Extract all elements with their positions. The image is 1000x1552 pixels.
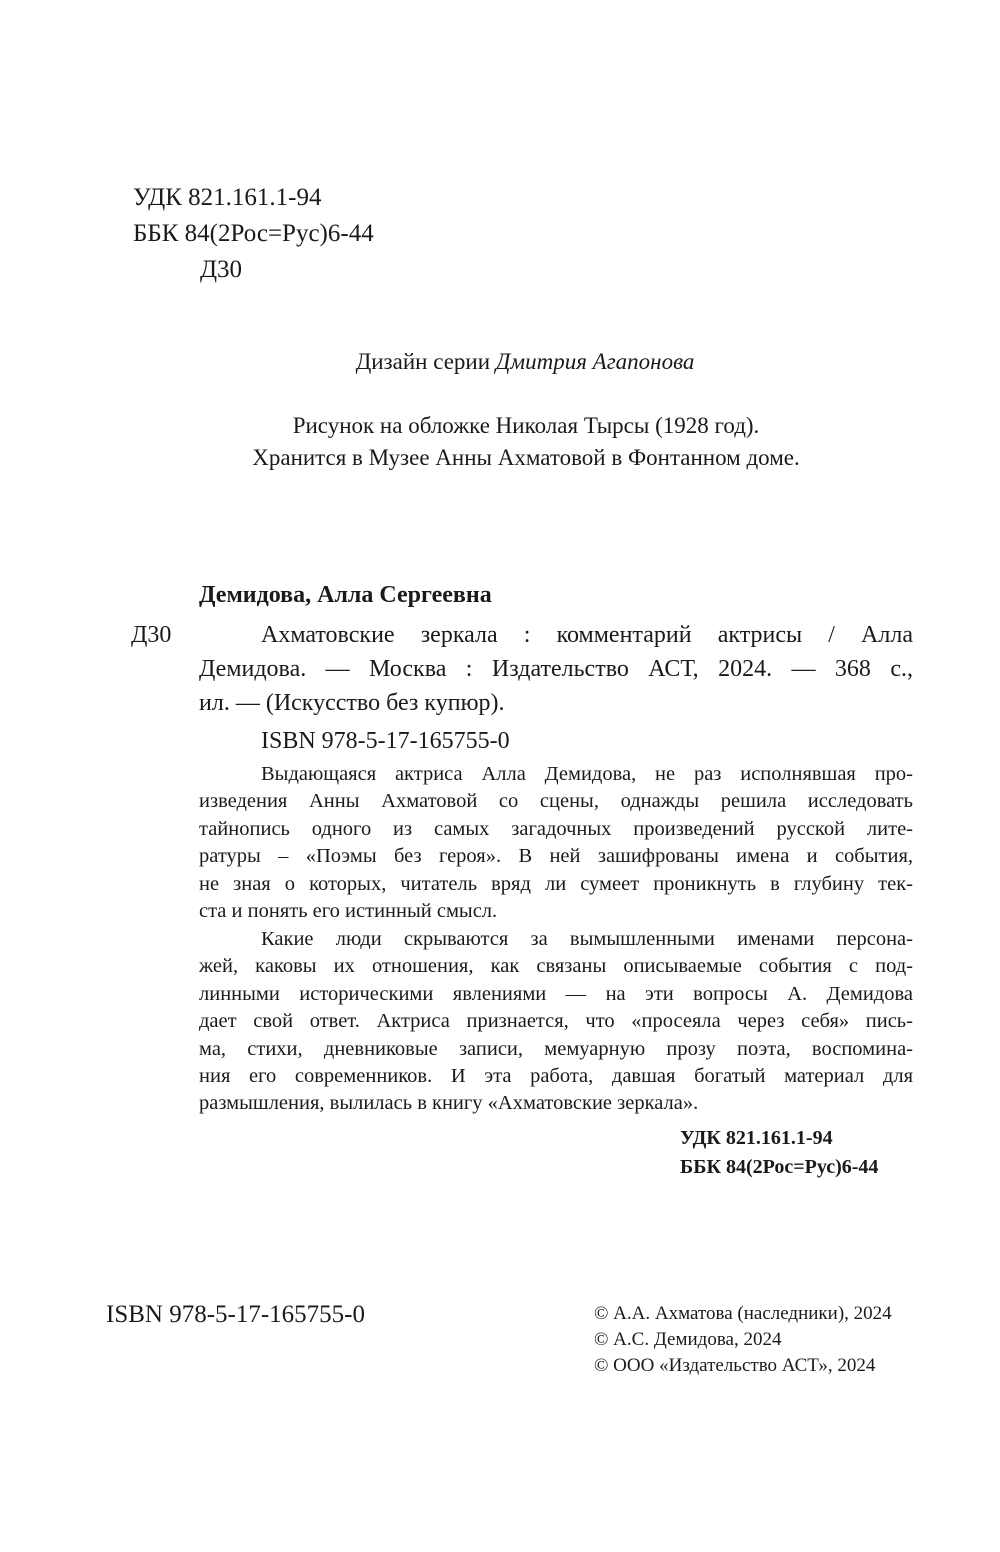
bib-record-line: ил. — (Искусство без купюр).: [199, 690, 505, 716]
annotation-line: Выдающаяся актриса Алла Демидова, не раз исполнявшая про-: [261, 763, 913, 785]
annotation-line: размышления, вылилась в книгу «Ахматовские зеркала».: [199, 1092, 699, 1115]
annotation-paragraph-2: [199, 926, 913, 1118]
annotation-line: ния его современников. И эта работа, давшая богатый материал для: [199, 1064, 913, 1087]
annotation-line: ма, стихи, дневниковые записи, мемуарную прозу поэта, воспомина-: [199, 1037, 913, 1060]
annotation-paragraph-1: [199, 761, 913, 925]
bbk-code-top: ББК 84(2Рос=Рус)6-44: [133, 220, 374, 247]
bib-record-line: Демидова. — Москва : Издательство АСТ, 2024. — 368 с.,: [199, 656, 913, 682]
annotation-line: линными историческими явлениями — на эти вопросы А. Демидова: [199, 982, 913, 1005]
copyright-line: © А.А. Ахматова (наследники), 2024: [594, 1303, 892, 1324]
udk-code-top: УДК 821.161.1-94: [133, 184, 322, 211]
isbn-entry: ISBN 978-5-17-165755-0: [261, 728, 510, 754]
cover-illustration-credit: [26, 410, 1000, 474]
series-design-credit: [25, 346, 1000, 378]
annotation-line: тайнопись одного из самых загадочных произведений русской лите-: [199, 817, 913, 840]
author-name-heading: Демидова, Алла Сергеевна: [199, 582, 492, 608]
bib-record-line: Ахматовские зеркала : комментарий актрисы / Алла: [261, 622, 913, 648]
annotation-line: изведения Анны Ахматовой со сцены, однажды решила исследовать: [199, 790, 913, 813]
udk-code-bottom: УДК 821.161.1-94: [680, 1127, 833, 1149]
bbk-code-bottom: ББК 84(2Рос=Рус)6-44: [680, 1156, 879, 1178]
annotation-line: ратуры – «Поэмы без героя». В ней зашифрованы имена и события,: [199, 845, 913, 868]
cover-credit-line: Рисунок на обложке Николая Тырсы (1928 год).: [292, 413, 760, 438]
annotation-line: не зная о которых, читатель вряд ли сумеет проникнуть в глубину тек-: [199, 872, 913, 895]
bibliographic-record: [199, 618, 913, 720]
annotation-line: Какие люди скрываются за вымышленными именами персона-: [261, 928, 913, 950]
copyright-line: © А.С. Демидова, 2024: [594, 1329, 782, 1350]
author-sign-top: Д30: [200, 256, 243, 283]
annotation-line: дает свой ответ. Актриса признается, что «просеяла через себя» пись-: [199, 1010, 913, 1033]
series-design-label: Дизайн серии: [355, 349, 496, 374]
series-designer-name: Дмитрия Агапонова: [495, 349, 695, 374]
author-sign-entry: Д30: [131, 622, 172, 648]
cover-credit-line: Хранится в Музее Анны Ахматовой в Фонтанном доме.: [252, 445, 800, 470]
annotation-line: жей, каковы их отношения, как связаны описываемые события с под-: [199, 955, 913, 978]
isbn-footer: ISBN 978-5-17-165755-0: [106, 1301, 366, 1328]
copyright-line: © ООО «Издательство АСТ», 2024: [594, 1355, 876, 1376]
annotation-line: ста и понять его истинный смысл.: [199, 899, 498, 922]
